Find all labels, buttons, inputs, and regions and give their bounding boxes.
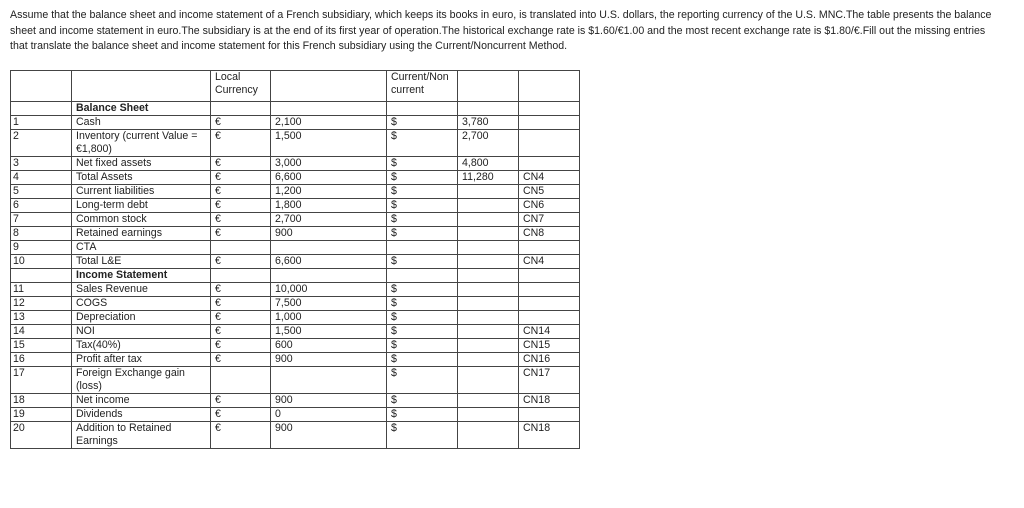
converted-value-cell xyxy=(458,255,519,269)
local-value-cell xyxy=(271,102,387,116)
row-label-cell: Cash xyxy=(72,116,211,130)
answer-code-cell xyxy=(519,311,580,325)
row-label-cell: Total Assets xyxy=(72,171,211,185)
header-converted-cell xyxy=(458,71,519,102)
converted-value-cell xyxy=(458,269,519,283)
dollar-symbol-cell: $ xyxy=(387,130,458,157)
euro-symbol-cell xyxy=(211,102,271,116)
converted-value-cell xyxy=(458,227,519,241)
row-number-cell: 14 xyxy=(11,325,72,339)
row-number-cell: 16 xyxy=(11,353,72,367)
dollar-symbol-cell: $ xyxy=(387,422,458,449)
row-number-cell: 6 xyxy=(11,199,72,213)
row-number-cell: 9 xyxy=(11,241,72,255)
local-value-cell: 2,700 xyxy=(271,213,387,227)
table-row xyxy=(11,130,580,157)
table-row xyxy=(11,367,580,394)
converted-value-cell xyxy=(458,241,519,255)
header-local-currency: Local Currency xyxy=(211,71,271,102)
question-text: Assume that the balance sheet and income statement of a French subsidiary, which keeps its books in euro, is translated into U.S. dollars, the reporting currency of the U.S. MNC.The table presents the balance sheet and income statement in euro.The subsidiary is at the end of its first year of operation.The historical exchange rate is $1.60/€1.00 and the most recent exchange rate is $1.80/€.Fill out the missing entries that translate the balance sheet and income statement for this French subsidiary using the Current/Noncurrent Method. xyxy=(10,9,992,52)
euro-symbol-cell: € xyxy=(211,227,271,241)
row-number-cell: 13 xyxy=(11,311,72,325)
row-number-cell: 10 xyxy=(11,255,72,269)
row-number-cell: 18 xyxy=(11,394,72,408)
answer-code-cell: CN17 xyxy=(519,367,580,394)
answer-code-cell: CN7 xyxy=(519,213,580,227)
row-label-cell: Foreign Exchange gain (loss) xyxy=(72,367,211,394)
euro-symbol-cell: € xyxy=(211,116,271,130)
local-value-cell: 1,000 xyxy=(271,311,387,325)
answer-code-cell: CN4 xyxy=(519,255,580,269)
local-value-cell xyxy=(271,367,387,394)
answer-code-cell xyxy=(519,157,580,171)
row-label-cell: Long-term debt xyxy=(72,199,211,213)
euro-symbol-cell: € xyxy=(211,185,271,199)
dollar-symbol-cell: $ xyxy=(387,171,458,185)
answer-code-cell: CN18 xyxy=(519,422,580,449)
row-number-cell: 19 xyxy=(11,408,72,422)
table-row xyxy=(11,157,580,171)
dollar-symbol-cell: $ xyxy=(387,213,458,227)
local-value-cell: 6,600 xyxy=(271,171,387,185)
table-row xyxy=(11,213,580,227)
row-number-cell: 11 xyxy=(11,283,72,297)
row-label-cell: Retained earnings xyxy=(72,227,211,241)
local-value-cell: 1,200 xyxy=(271,185,387,199)
converted-value-cell xyxy=(458,199,519,213)
converted-value-cell xyxy=(458,408,519,422)
answer-code-cell xyxy=(519,241,580,255)
row-number-cell: 2 xyxy=(11,130,72,157)
table-row xyxy=(11,171,580,185)
table-row xyxy=(11,339,580,353)
table-row xyxy=(11,269,580,283)
table-row xyxy=(11,102,580,116)
converted-value-cell xyxy=(458,339,519,353)
euro-symbol-cell: € xyxy=(211,199,271,213)
answer-code-cell: CN16 xyxy=(519,353,580,367)
euro-symbol-cell xyxy=(211,367,271,394)
row-label-cell: Balance Sheet xyxy=(72,102,211,116)
dollar-symbol-cell: $ xyxy=(387,311,458,325)
converted-value-cell xyxy=(458,297,519,311)
dollar-symbol-cell: $ xyxy=(387,325,458,339)
euro-symbol-cell: € xyxy=(211,171,271,185)
row-number-cell: 1 xyxy=(11,116,72,130)
row-label-cell: CTA xyxy=(72,241,211,255)
euro-symbol-cell: € xyxy=(211,283,271,297)
dollar-symbol-cell: $ xyxy=(387,116,458,130)
converted-value-cell: 4,800 xyxy=(458,157,519,171)
converted-value-cell xyxy=(458,422,519,449)
dollar-symbol-cell xyxy=(387,102,458,116)
row-label-cell: Depreciation xyxy=(72,311,211,325)
answer-code-cell: CN4 xyxy=(519,171,580,185)
dollar-symbol-cell: $ xyxy=(387,297,458,311)
table-row xyxy=(11,297,580,311)
row-label-cell: NOI xyxy=(72,325,211,339)
converted-value-cell xyxy=(458,185,519,199)
local-value-cell xyxy=(271,241,387,255)
row-label-cell: Addition to Retained Earnings xyxy=(72,422,211,449)
row-label-cell: COGS xyxy=(72,297,211,311)
local-value-cell: 900 xyxy=(271,422,387,449)
answer-code-cell: CN15 xyxy=(519,339,580,353)
dollar-symbol-cell xyxy=(387,269,458,283)
header-code-cell xyxy=(519,71,580,102)
answer-code-cell: CN14 xyxy=(519,325,580,339)
table-row xyxy=(11,311,580,325)
local-value-cell: 1,500 xyxy=(271,130,387,157)
euro-symbol-cell: € xyxy=(211,213,271,227)
dollar-symbol-cell: $ xyxy=(387,199,458,213)
local-value-cell: 1,500 xyxy=(271,325,387,339)
translation-table xyxy=(10,70,580,449)
converted-value-cell xyxy=(458,367,519,394)
answer-code-cell: CN5 xyxy=(519,185,580,199)
row-label-cell: Total L&E xyxy=(72,255,211,269)
converted-value-cell xyxy=(458,325,519,339)
dollar-symbol-cell: $ xyxy=(387,255,458,269)
euro-symbol-cell: € xyxy=(211,130,271,157)
row-number-cell xyxy=(11,269,72,283)
dollar-symbol-cell: $ xyxy=(387,408,458,422)
row-number-cell: 20 xyxy=(11,422,72,449)
local-value-cell: 1,800 xyxy=(271,199,387,213)
dollar-symbol-cell: $ xyxy=(387,339,458,353)
table-row xyxy=(11,408,580,422)
header-current-noncurrent: Current/Non current xyxy=(387,71,458,102)
row-label-cell: Tax(40%) xyxy=(72,339,211,353)
row-number-cell: 7 xyxy=(11,213,72,227)
header-num-cell xyxy=(11,71,72,102)
table-row xyxy=(11,185,580,199)
dollar-symbol-cell: $ xyxy=(387,367,458,394)
answer-code-cell xyxy=(519,297,580,311)
table-row xyxy=(11,394,580,408)
converted-value-cell xyxy=(458,213,519,227)
table-row xyxy=(11,325,580,339)
dollar-symbol-cell: $ xyxy=(387,353,458,367)
euro-symbol-cell: € xyxy=(211,422,271,449)
converted-value-cell xyxy=(458,102,519,116)
local-value-cell: 900 xyxy=(271,353,387,367)
euro-symbol-cell: € xyxy=(211,255,271,269)
table-row xyxy=(11,116,580,130)
header-label-cell xyxy=(72,71,211,102)
answer-code-cell: CN18 xyxy=(519,394,580,408)
local-value-cell: 3,000 xyxy=(271,157,387,171)
table-row xyxy=(11,283,580,297)
local-value-cell: 900 xyxy=(271,394,387,408)
local-value-cell: 900 xyxy=(271,227,387,241)
row-label-cell: Income Statement xyxy=(72,269,211,283)
row-label-cell: Profit after tax xyxy=(72,353,211,367)
local-value-cell: 0 xyxy=(271,408,387,422)
table-row xyxy=(11,199,580,213)
dollar-symbol-cell: $ xyxy=(387,157,458,171)
row-label-cell: Sales Revenue xyxy=(72,283,211,297)
row-label-cell: Net fixed assets xyxy=(72,157,211,171)
answer-code-cell xyxy=(519,408,580,422)
euro-symbol-cell: € xyxy=(211,339,271,353)
local-value-cell: 600 xyxy=(271,339,387,353)
converted-value-cell xyxy=(458,353,519,367)
converted-value-cell: 11,280 xyxy=(458,171,519,185)
dollar-symbol-cell: $ xyxy=(387,394,458,408)
converted-value-cell xyxy=(458,311,519,325)
row-number-cell: 5 xyxy=(11,185,72,199)
row-label-cell: Dividends xyxy=(72,408,211,422)
euro-symbol-cell: € xyxy=(211,297,271,311)
table-row xyxy=(11,255,580,269)
converted-value-cell xyxy=(458,394,519,408)
row-label-cell: Inventory (current Value = €1,800) xyxy=(72,130,211,157)
euro-symbol-cell: € xyxy=(211,353,271,367)
local-value-cell xyxy=(271,269,387,283)
table-row xyxy=(11,422,580,449)
row-label-cell: Current liabilities xyxy=(72,185,211,199)
euro-symbol-cell: € xyxy=(211,325,271,339)
euro-symbol-cell: € xyxy=(211,408,271,422)
euro-symbol-cell xyxy=(211,269,271,283)
dollar-symbol-cell: $ xyxy=(387,227,458,241)
answer-code-cell xyxy=(519,283,580,297)
dollar-symbol-cell: $ xyxy=(387,185,458,199)
row-number-cell: 15 xyxy=(11,339,72,353)
answer-code-cell: CN8 xyxy=(519,227,580,241)
header-local-value-cell xyxy=(271,71,387,102)
converted-value-cell: 2,700 xyxy=(458,130,519,157)
euro-symbol-cell: € xyxy=(211,394,271,408)
answer-code-cell: CN6 xyxy=(519,199,580,213)
row-number-cell: 3 xyxy=(11,157,72,171)
answer-code-cell xyxy=(519,269,580,283)
local-value-cell: 10,000 xyxy=(271,283,387,297)
table-row xyxy=(11,241,580,255)
row-label-cell: Common stock xyxy=(72,213,211,227)
row-label-cell: Net income xyxy=(72,394,211,408)
dollar-symbol-cell: $ xyxy=(387,283,458,297)
table-header-row xyxy=(11,71,580,102)
row-number-cell: 17 xyxy=(11,367,72,394)
row-number-cell: 12 xyxy=(11,297,72,311)
local-value-cell: 6,600 xyxy=(271,255,387,269)
row-number-cell xyxy=(11,102,72,116)
table-row xyxy=(11,227,580,241)
answer-code-cell xyxy=(519,102,580,116)
euro-symbol-cell: € xyxy=(211,311,271,325)
local-value-cell: 7,500 xyxy=(271,297,387,311)
row-number-cell: 8 xyxy=(11,227,72,241)
local-value-cell: 2,100 xyxy=(271,116,387,130)
table-row xyxy=(11,353,580,367)
dollar-symbol-cell xyxy=(387,241,458,255)
euro-symbol-cell: € xyxy=(211,157,271,171)
converted-value-cell xyxy=(458,283,519,297)
row-number-cell: 4 xyxy=(11,171,72,185)
answer-code-cell xyxy=(519,130,580,157)
converted-value-cell: 3,780 xyxy=(458,116,519,130)
euro-symbol-cell xyxy=(211,241,271,255)
answer-code-cell xyxy=(519,116,580,130)
